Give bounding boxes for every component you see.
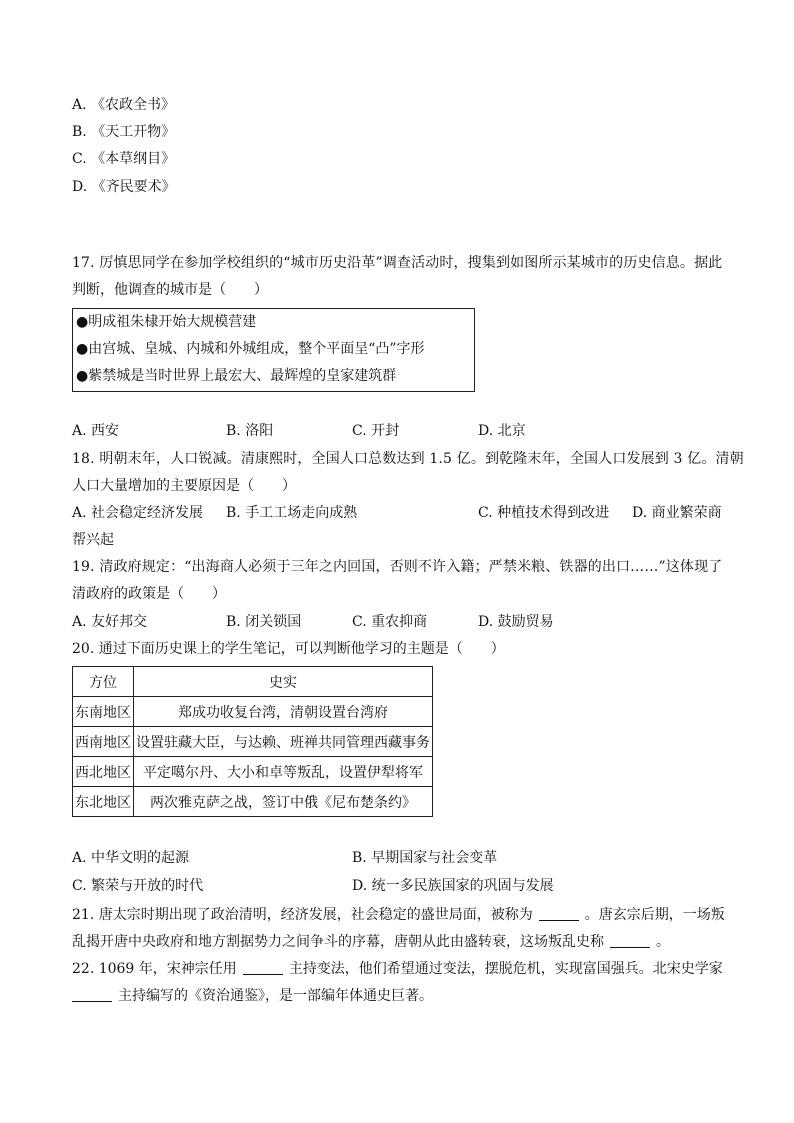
q20-option-b: B. 早期国家与社会变革 xyxy=(352,850,498,866)
q17-info-item: ●明成祖朱棣开始大规模营建 xyxy=(76,314,257,330)
q18-option-c: C. 种植技术得到改进 xyxy=(478,505,610,521)
table-header-cell: 史实 xyxy=(134,667,433,697)
q20-option-c: C. 繁荣与开放的时代 xyxy=(72,878,204,894)
q21-stem-line1 xyxy=(72,905,725,925)
q22-text: 主持编写的《资治通鉴》，是一部编年体通史巨著。 xyxy=(118,988,433,1004)
table-cell-region: 东北地区 xyxy=(73,787,134,817)
table-cell-region: 东南地区 xyxy=(73,697,134,727)
table-row xyxy=(73,757,433,787)
table-cell-fact: 郑成功收复台湾，清朝设置台湾府 xyxy=(134,697,433,727)
q18-option-d: D. 商业繁荣商 xyxy=(632,505,722,521)
q21-stem-line2 xyxy=(72,932,670,952)
q21-blank-1[interactable] xyxy=(539,906,579,921)
q22-stem-line1 xyxy=(72,959,723,979)
table-header-cell: 方位 xyxy=(73,667,134,697)
q21-text: 乱揭开唐中央政府和地方割据势力之间争斗的序幕，唐朝从此由盛转衰，这场叛乱史称 xyxy=(72,934,604,950)
q22-blank-2[interactable] xyxy=(72,987,112,1002)
q19-stem-line1: 19. 清政府规定：“出海商人必须于三年之内回国，否则不许入籍；严禁米粮、铁器的出口……”这体现了 xyxy=(72,559,723,575)
table-header-row xyxy=(73,667,433,697)
table-row xyxy=(73,697,433,727)
q21-blank-2[interactable] xyxy=(610,933,650,948)
q22-text: 主持变法，他们希望通过变法，摆脱危机，实现富国强兵。北宋史学家 xyxy=(288,961,723,977)
q19-option-c: C. 重农抑商 xyxy=(352,614,428,630)
q17-info-item: ●由宫城、皇城、内城和外城组成，整个平面呈“凸”字形 xyxy=(76,341,425,357)
q18-stem-line1: 18. 明朝末年，人口锐减。清康熙时，全国人口总数达到 1.5 亿。到乾隆末年，全国人口发展到 3 亿。清朝 xyxy=(72,451,744,467)
q17-option-a: A. 西安 xyxy=(72,423,120,439)
q18-stem-line2: 人口大量增加的主要原因是（ ） xyxy=(72,478,296,494)
q16-option-c: C. 《本草纲目》 xyxy=(72,151,176,167)
table-cell-region: 西北地区 xyxy=(73,757,134,787)
q18-option-a: A. 社会稳定经济发展 xyxy=(72,505,204,521)
q17-stem-line2: 判断，他调查的城市是（ ） xyxy=(72,282,268,298)
table-cell-fact: 设置驻藏大臣，与达赖、班禅共同管理西藏事务 xyxy=(134,727,433,757)
q17-option-b: B. 洛阳 xyxy=(226,423,274,439)
q19-option-a: A. 友好邦交 xyxy=(72,614,148,630)
table-cell-region: 西南地区 xyxy=(73,727,134,757)
q18-option-d-wrap: 帮兴起 xyxy=(72,532,114,548)
q17-stem-line1: 17. 厉慎思同学在参加学校组织的“城市历史沿革”调查活动时，搜集到如图所示某城市的历史信息。据此 xyxy=(72,255,723,271)
q21-text: 21. 唐太宗时期出现了政治清明，经济发展，社会稳定的盛世局面，被称为 xyxy=(72,907,533,923)
q22-blank-1[interactable] xyxy=(243,960,283,975)
q20-option-d: D. 统一多民族国家的巩固与发展 xyxy=(352,878,554,894)
q17-option-c: C. 开封 xyxy=(352,423,400,439)
q20-option-a: A. 中华文明的起源 xyxy=(72,850,190,866)
q21-text: 。唐玄宗后期，一场叛 xyxy=(584,907,725,923)
table-row xyxy=(73,787,433,817)
q16-option-b: B. 《天工开物》 xyxy=(72,124,176,140)
table-cell-fact: 平定噶尔丹、大小和卓等叛乱，设置伊犁将军 xyxy=(134,757,433,787)
q21-text: 。 xyxy=(656,934,670,950)
q22-stem-line2 xyxy=(72,986,433,1006)
q18-option-b: B. 手工工场走向成熟 xyxy=(226,505,358,521)
q16-option-d: D. 《齐民要术》 xyxy=(72,179,176,195)
q20-stem-line1: 20. 通过下面历史课上的学生笔记，可以判断他学习的主题是（ ） xyxy=(72,641,505,657)
q19-option-d: D. 鼓励贸易 xyxy=(478,614,554,630)
q22-text: 22. 1069 年，宋神宗任用 xyxy=(72,961,237,977)
q17-info-item: ●紫禁城是当时世界上最宏大、最辉煌的皇家建筑群 xyxy=(76,368,397,384)
q16-option-a: A. 《农政全书》 xyxy=(72,97,176,113)
q20-notes-table xyxy=(72,666,433,817)
q19-stem-line2: 清政府的政策是（ ） xyxy=(72,586,226,602)
q17-info-box xyxy=(72,308,475,392)
q17-option-d: D. 北京 xyxy=(478,423,526,439)
table-row xyxy=(73,727,433,757)
q19-option-b: B. 闭关锁国 xyxy=(226,614,302,630)
table-cell-fact: 两次雅克萨之战，签订中俄《尼布楚条约》 xyxy=(134,787,433,817)
